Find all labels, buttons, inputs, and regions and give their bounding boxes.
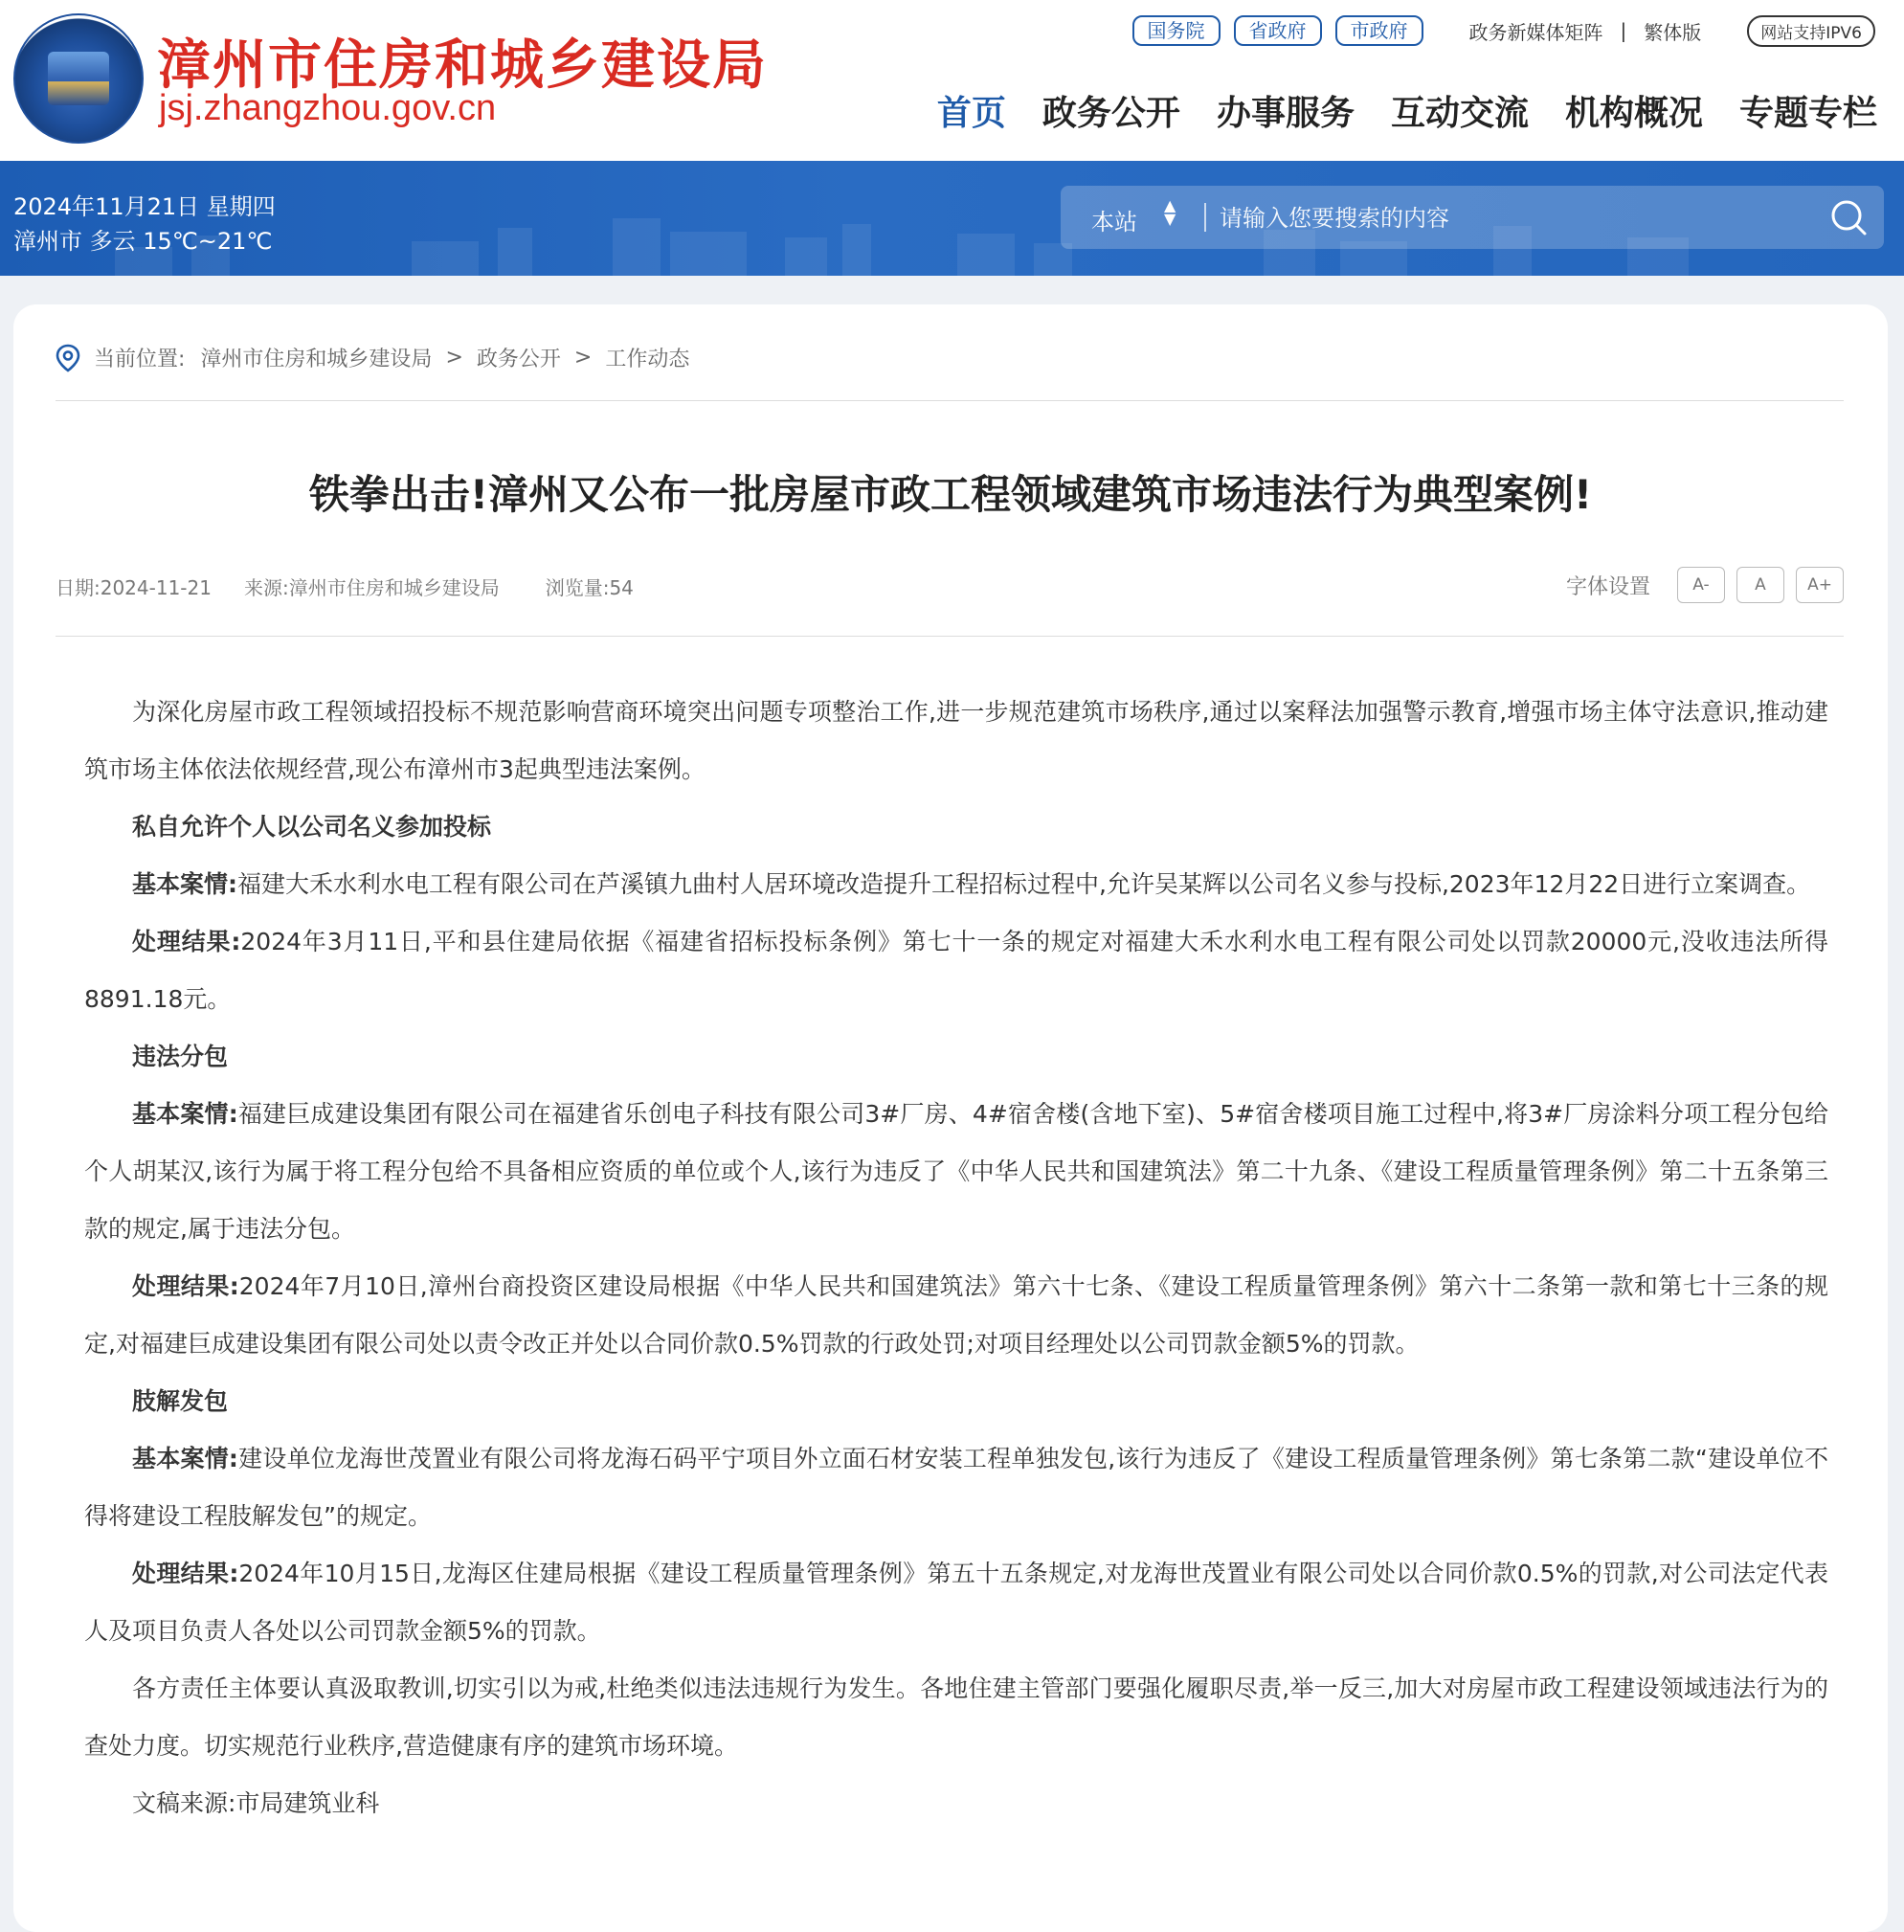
case-result-text: 2024年10月15日,龙海区住建局根据《建设工程质量管理条例》第五十五条规定,对龙海世茂置业有限公司处以合同价款0.5%的罚款,对公司法定代表人及项目负责人各处以公司罚款金额5%的罚款。 — [84, 1560, 1829, 1645]
breadcrumb-label: 当前位置: — [94, 348, 186, 371]
case-result-label: 处理结果: — [132, 1560, 239, 1587]
site-logo[interactable] — [13, 13, 144, 144]
article-views: 浏览量:54 — [545, 576, 634, 599]
case-result-paragraph — [84, 1258, 1828, 1373]
font-larger-button[interactable]: A+ — [1796, 567, 1844, 603]
search-divider — [1204, 203, 1206, 232]
nav-special-topics[interactable]: 专题专栏 — [1738, 94, 1877, 133]
case-result-label: 处理结果: — [132, 928, 241, 955]
link-traditional-chinese[interactable]: 繁体版 — [1644, 20, 1702, 44]
article-date: 日期:2024-11-21 — [56, 576, 212, 599]
ipv6-badge[interactable]: 网站支持IPV6 — [1747, 15, 1875, 47]
nav-interaction[interactable]: 互动交流 — [1390, 94, 1529, 133]
case-basic-label: 基本案情: — [132, 1445, 238, 1472]
breadcrumb — [56, 343, 689, 372]
top-links-divider: | — [1620, 19, 1627, 42]
link-guowuyuan[interactable]: 国务院 — [1132, 15, 1221, 46]
current-date: 2024年11月21日 星期四 — [13, 193, 276, 220]
main-nav — [937, 86, 1877, 135]
site-domain: jsj.zhangzhou.gov.cn — [159, 88, 497, 128]
case-basic-paragraph — [84, 856, 1828, 913]
link-shizhengfu[interactable]: 市政府 — [1335, 15, 1423, 46]
case-result-text: 2024年3月11日,平和县住建局依据《福建省招标投标条例》第七十一条的规定对福建大禾水利水电工程有限公司处以罚款20000元,没收违法所得8891.18元。 — [84, 928, 1828, 1013]
top-links — [1132, 13, 1875, 48]
breadcrumb-separator: > — [573, 346, 593, 370]
search-input[interactable] — [1218, 195, 1796, 241]
article-body — [84, 684, 1828, 1832]
case-basic-text: 福建巨成建设集团有限公司在福建省乐创电子科技有限公司3#厂房、4#宿舍楼(含地下室)、5#宿舍楼项目施工过程中,将3#厂房涂料分项工程分包给个人胡某汉,该行为属于将工程分包给不具备相应资质的单位或个人,该行为违反了《中华人民共和国建筑法》第二十九条、《建设工程质量管理条例》第二十五条第三款的规定,属于违法分包。 — [84, 1100, 1829, 1243]
case-heading: 违法分包 — [132, 1043, 229, 1070]
nav-home[interactable]: 首页 — [936, 94, 1006, 133]
case-result-paragraph — [84, 913, 1828, 1028]
case-result-text: 2024年7月10日,漳州台商投资区建设局根据《中华人民共和国建筑法》第六十七条、《建设工程质量管理条例》第六十二条第一款和第七十三条的规定,对福建巨成建设集团有限公司处以责令改正并处以合同价款0.5%罚款的行政处罚;对项目经理处以公司罚款金额5%的罚款。 — [84, 1272, 1829, 1358]
breadcrumb-separator: > — [445, 346, 463, 370]
breadcrumb-item-home[interactable]: 漳州市住房和城乡建设局 — [200, 348, 433, 371]
font-settings-label: 字体设置 — [1565, 574, 1650, 599]
divider — [56, 636, 1844, 637]
search-bar — [1061, 186, 1884, 249]
case-heading: 私自允许个人以公司名义参加投标 — [132, 813, 492, 841]
nav-services[interactable]: 办事服务 — [1216, 94, 1355, 133]
case-result-paragraph — [84, 1545, 1828, 1660]
article-title: 铁拳出击!漳州又公布一批房屋市政工程领域建筑市场违法行为典型案例! — [308, 471, 1593, 518]
case-basic-label: 基本案情: — [132, 870, 237, 898]
case-basic-label: 基本案情: — [132, 1100, 238, 1128]
link-media-matrix[interactable]: 政务新媒体矩阵 — [1468, 20, 1603, 44]
link-shengzhengfu[interactable]: 省政府 — [1234, 15, 1322, 46]
search-scope-select[interactable]: 本站 — [1091, 209, 1137, 236]
case-result-label: 处理结果: — [132, 1272, 239, 1300]
case-heading: 肢解发包 — [132, 1387, 229, 1415]
nav-about[interactable]: 机构概况 — [1564, 94, 1703, 133]
site-header — [0, 0, 1904, 161]
case-basic-paragraph — [84, 1430, 1828, 1545]
case-basic-text: 福建大禾水利水电工程有限公司在芦溪镇九曲村人居环境改造提升工程招标过程中,允许吴某辉以公司名义参与投标,2023年12月22日进行立案调查。 — [237, 870, 1811, 898]
closing-paragraph: 各方责任主体要认真汲取教训,切实引以为戒,杜绝类似违法违规行为发生。各地住建主管部门要强化履职尽责,举一反三,加大对房屋市政工程建设领域违法行为的查处力度。切实规范行业秩序,营造健康有序的建筑市场环境。 — [84, 1674, 1828, 1760]
source-note: 文稿来源:市局建筑业科 — [132, 1789, 380, 1817]
case-basic-text: 建设单位龙海世茂置业有限公司将龙海石码平宁项目外立面石材安装工程单独发包,该行为违反了《建设工程质量管理条例》第七条第二款“建设单位不得将建设工程肢解发包”的规定。 — [84, 1445, 1828, 1530]
article-card — [13, 304, 1888, 1932]
article-source: 来源:漳州市住房和城乡建设局 — [243, 576, 500, 599]
nav-gov-affairs[interactable]: 政务公开 — [1042, 94, 1180, 133]
banner — [0, 161, 1904, 276]
font-smaller-button[interactable]: A- — [1677, 567, 1725, 603]
intro-paragraph: 为深化房屋市政工程领域招投标不规范影响营商环境突出问题专项整治工作,进一步规范建筑市场秩序,通过以案释法加强警示教育,增强市场主体守法意识,推动建筑市场主体依法依规经营,现公布漳州市3起典型违法案例。 — [84, 698, 1828, 783]
breadcrumb-item-gov-affairs[interactable]: 政务公开 — [476, 348, 561, 371]
article-meta — [56, 573, 634, 600]
site-title[interactable]: 漳州市住房和城乡建设局 — [157, 34, 768, 97]
search-icon[interactable] — [1826, 195, 1870, 239]
font-normal-button[interactable]: A — [1736, 567, 1784, 603]
font-size-controls — [1566, 567, 1844, 603]
weather-info: 漳州市 多云 15℃~21℃ — [13, 228, 273, 255]
breadcrumb-item-work-news[interactable]: 工作动态 — [605, 348, 690, 371]
location-pin-icon — [56, 344, 80, 372]
divider — [56, 400, 1844, 401]
updown-arrows-icon[interactable]: ▲ ▼ — [1164, 196, 1176, 228]
case-basic-paragraph — [84, 1086, 1828, 1258]
